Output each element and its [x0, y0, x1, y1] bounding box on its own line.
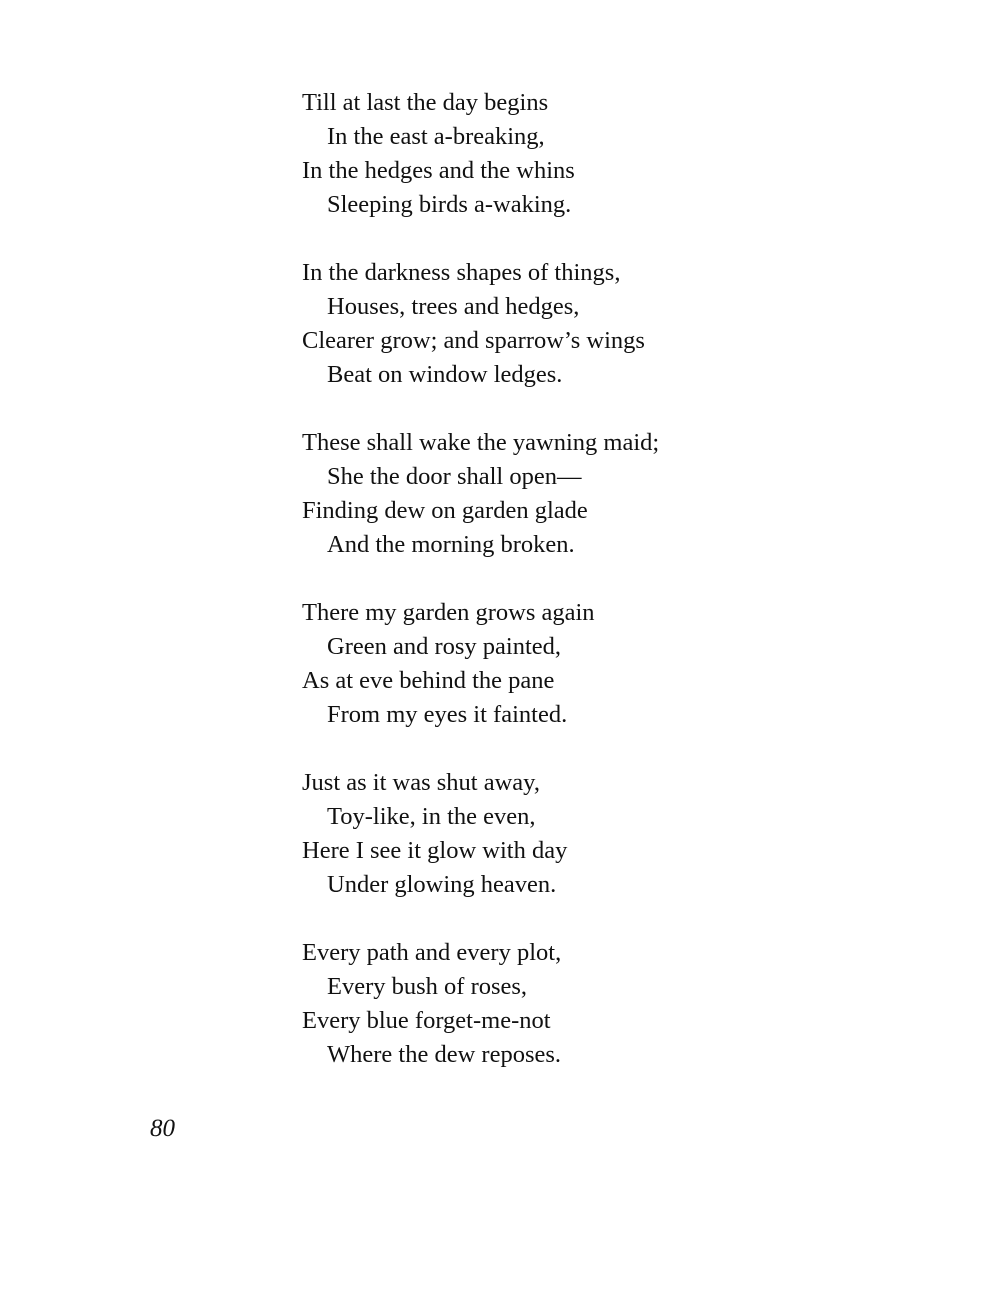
poem-line: Every blue forget-me-not: [302, 1007, 551, 1034]
stanza-5: [302, 766, 862, 902]
stanza-4: [302, 596, 862, 732]
poem-line: Finding dew on garden glade: [302, 497, 588, 524]
poem-line: Where the dew reposes.: [327, 1041, 562, 1068]
poem-line: From my eyes it fainted.: [327, 701, 568, 728]
poem: [302, 86, 862, 1106]
poem-line: Beat on window ledges.: [327, 361, 563, 388]
poem-line: As at eve behind the pane: [302, 667, 555, 694]
poem-line: Till at last the day begins: [302, 89, 549, 116]
poem-line: Houses, trees and hedges,: [327, 293, 580, 320]
poem-line: Under glowing heaven.: [327, 871, 557, 898]
stanza-3: [302, 426, 862, 562]
poem-line: Here I see it glow with day: [302, 837, 568, 864]
poem-line: There my garden grows again: [302, 599, 595, 626]
poem-line: Green and rosy painted,: [327, 633, 562, 660]
poem-line: Just as it was shut away,: [302, 769, 540, 796]
poem-line: Clearer grow; and sparrow’s wings: [302, 327, 645, 354]
poem-line: She the door shall open—: [327, 463, 582, 490]
poem-line: These shall wake the yawning maid;: [302, 429, 660, 456]
poem-line: In the hedges and the whins: [302, 157, 575, 184]
poem-line: And the morning broken.: [327, 531, 575, 558]
poem-line: Every path and every plot,: [302, 939, 562, 966]
page-number: 80: [150, 1115, 175, 1142]
poem-line: In the darkness shapes of things,: [302, 259, 621, 286]
stanza-2: [302, 256, 862, 392]
poem-line: Toy-like, in the even,: [327, 803, 536, 830]
poem-line: Sleeping birds a-waking.: [327, 191, 572, 218]
stanza-6: [302, 936, 862, 1072]
poem-line: Every bush of roses,: [327, 973, 528, 1000]
stanza-1: [302, 86, 862, 222]
poem-line: In the east a-breaking,: [327, 123, 545, 150]
